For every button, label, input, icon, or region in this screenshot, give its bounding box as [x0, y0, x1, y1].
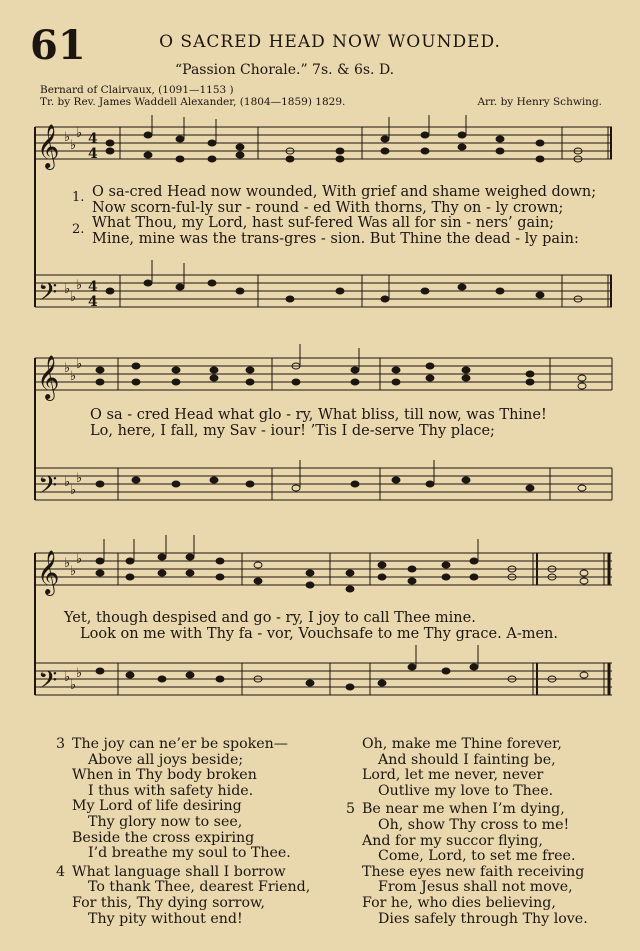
svg-text:♭: ♭ — [64, 130, 71, 145]
verse-5-line-3: And for my succor flying, — [362, 832, 543, 849]
verse-5-line-4: Come, Lord, to set me free. — [378, 848, 576, 865]
verse-4-line-5: Oh, make me Thine forever, — [362, 736, 562, 752]
svg-text:♭: ♭ — [64, 556, 71, 571]
verse-5-line-8: Dies safely through Thy love. — [378, 910, 588, 927]
verse-4-line-2: To thank Thee, dearest Friend, — [88, 879, 311, 896]
tune-info: “Passion Chorale.” 7s. & 6s. D. — [175, 62, 395, 78]
verse-3-line-4: I thus with safety hide. — [88, 782, 254, 799]
verse-3-line-5: My Lord of life desiring — [72, 798, 242, 815]
svg-text:4: 4 — [88, 294, 98, 310]
verse-3-line-6: Thy glory now to see, — [88, 813, 243, 830]
lyric-s1-v1-line2: Now scorn-ful-ly sur - round - ed With thorns, Thy on - ly crown; — [92, 200, 564, 216]
svg-text:♭: ♭ — [76, 357, 83, 372]
lyric-s3-line1: Yet, though despised and go - ry, I joy to call Thee mine. — [64, 610, 476, 626]
svg-text:♭: ♭ — [70, 369, 77, 384]
arranger-credit: Arr. by Henry Schwing. — [477, 96, 602, 108]
author-credit: Bernard of Clairvaux, (1091—1153 ) — [40, 84, 234, 96]
svg-text:♭: ♭ — [70, 678, 77, 693]
svg-text:𝄢: 𝄢 — [38, 278, 58, 313]
verse-5-line-5: These eyes new faith receiving — [362, 863, 585, 880]
svg-text:𝄞: 𝄞 — [37, 355, 60, 399]
verse-5-line-2: Oh, show Thy cross to me! — [378, 816, 570, 833]
svg-text:♭: ♭ — [76, 126, 83, 141]
lyric-s2-line1: O sa - cred Head what glo - ry, What bliss, till now, was Thine! — [90, 407, 547, 423]
translator-credit: Tr. by Rev. James Waddell Alexander, (1804—1859) 1829. — [40, 96, 346, 108]
svg-text:4: 4 — [88, 131, 98, 147]
svg-text:4: 4 — [88, 146, 98, 162]
verse-3-line-3: When in Thy body broken — [72, 767, 257, 784]
verse-4-line-4: Thy pity without end! — [88, 910, 243, 927]
verse-3-line-1: 3 The joy can ne’er be spoken— — [56, 736, 288, 752]
svg-text:♭: ♭ — [76, 278, 83, 293]
hymn-number: 61 — [30, 22, 86, 69]
hymn-title: O SACRED HEAD NOW WOUNDED. — [159, 32, 501, 52]
svg-text:♭: ♭ — [64, 282, 71, 297]
verse-4-line-6: And should I fainting be, — [378, 751, 556, 768]
verse-3-line-7: Beside the cross expiring — [72, 829, 255, 846]
svg-text:♭: ♭ — [76, 666, 83, 681]
svg-text:♭: ♭ — [70, 483, 77, 498]
svg-text:♭: ♭ — [70, 138, 77, 153]
verse-number-1: 1. — [72, 190, 85, 205]
svg-text:𝄞: 𝄞 — [37, 550, 60, 594]
svg-text:𝄢: 𝄢 — [38, 666, 58, 701]
verse-4-line-7: Lord, let me never, never — [362, 767, 544, 784]
svg-text:𝄞: 𝄞 — [37, 124, 60, 168]
lyric-s3-line2: Look on me with Thy fa - vor, Vouchsafe to me Thy grace. A-men. — [80, 626, 558, 642]
svg-text:𝄢: 𝄢 — [38, 471, 58, 506]
lyric-s1-v1-line1: O sa-cred Head now wounded, With grief and shame weighed down; — [92, 184, 597, 200]
svg-text:4: 4 — [88, 279, 98, 295]
verses-left-column — [56, 737, 310, 927]
svg-text:♭: ♭ — [64, 361, 71, 376]
verses-right-column — [346, 737, 588, 927]
lyric-s1-v2-line2: Mine, mine was the trans-gres - sion. But Thine the dead - ly pain: — [92, 231, 579, 247]
svg-text:♭: ♭ — [70, 564, 77, 579]
lyric-s1-v2-line1: What Thou, my Lord, hast suf-fered Was all for sin - ners’ gain; — [92, 215, 555, 231]
verse-5-line-7: For he, who dies believing, — [362, 894, 556, 911]
svg-text:♭: ♭ — [64, 670, 71, 685]
svg-text:♭: ♭ — [70, 290, 77, 305]
verse-5-line-1: 5 Be near me when I’m dying, — [346, 801, 565, 818]
verse-3-line-8: I’d breathe my soul to Thee. — [88, 845, 291, 862]
verse-4-line-1: 4 What language shall I borrow — [56, 863, 286, 880]
verse-4-line-8: Outlive my love to Thee. — [378, 782, 554, 799]
verse-4-line-3: For this, Thy dying sorrow, — [72, 894, 265, 911]
lyric-s2-line2: Lo, here, I fall, my Sav - iour! ’Tis I de-serve Thy place; — [90, 423, 495, 439]
svg-text:♭: ♭ — [76, 552, 83, 567]
verse-number-2: 2. — [72, 222, 85, 237]
verse-3-line-2: Above all joys beside; — [88, 751, 244, 768]
svg-text:♭: ♭ — [76, 471, 83, 486]
svg-text:♭: ♭ — [64, 475, 71, 490]
verse-5-line-6: From Jesus shall not move, — [378, 879, 573, 896]
